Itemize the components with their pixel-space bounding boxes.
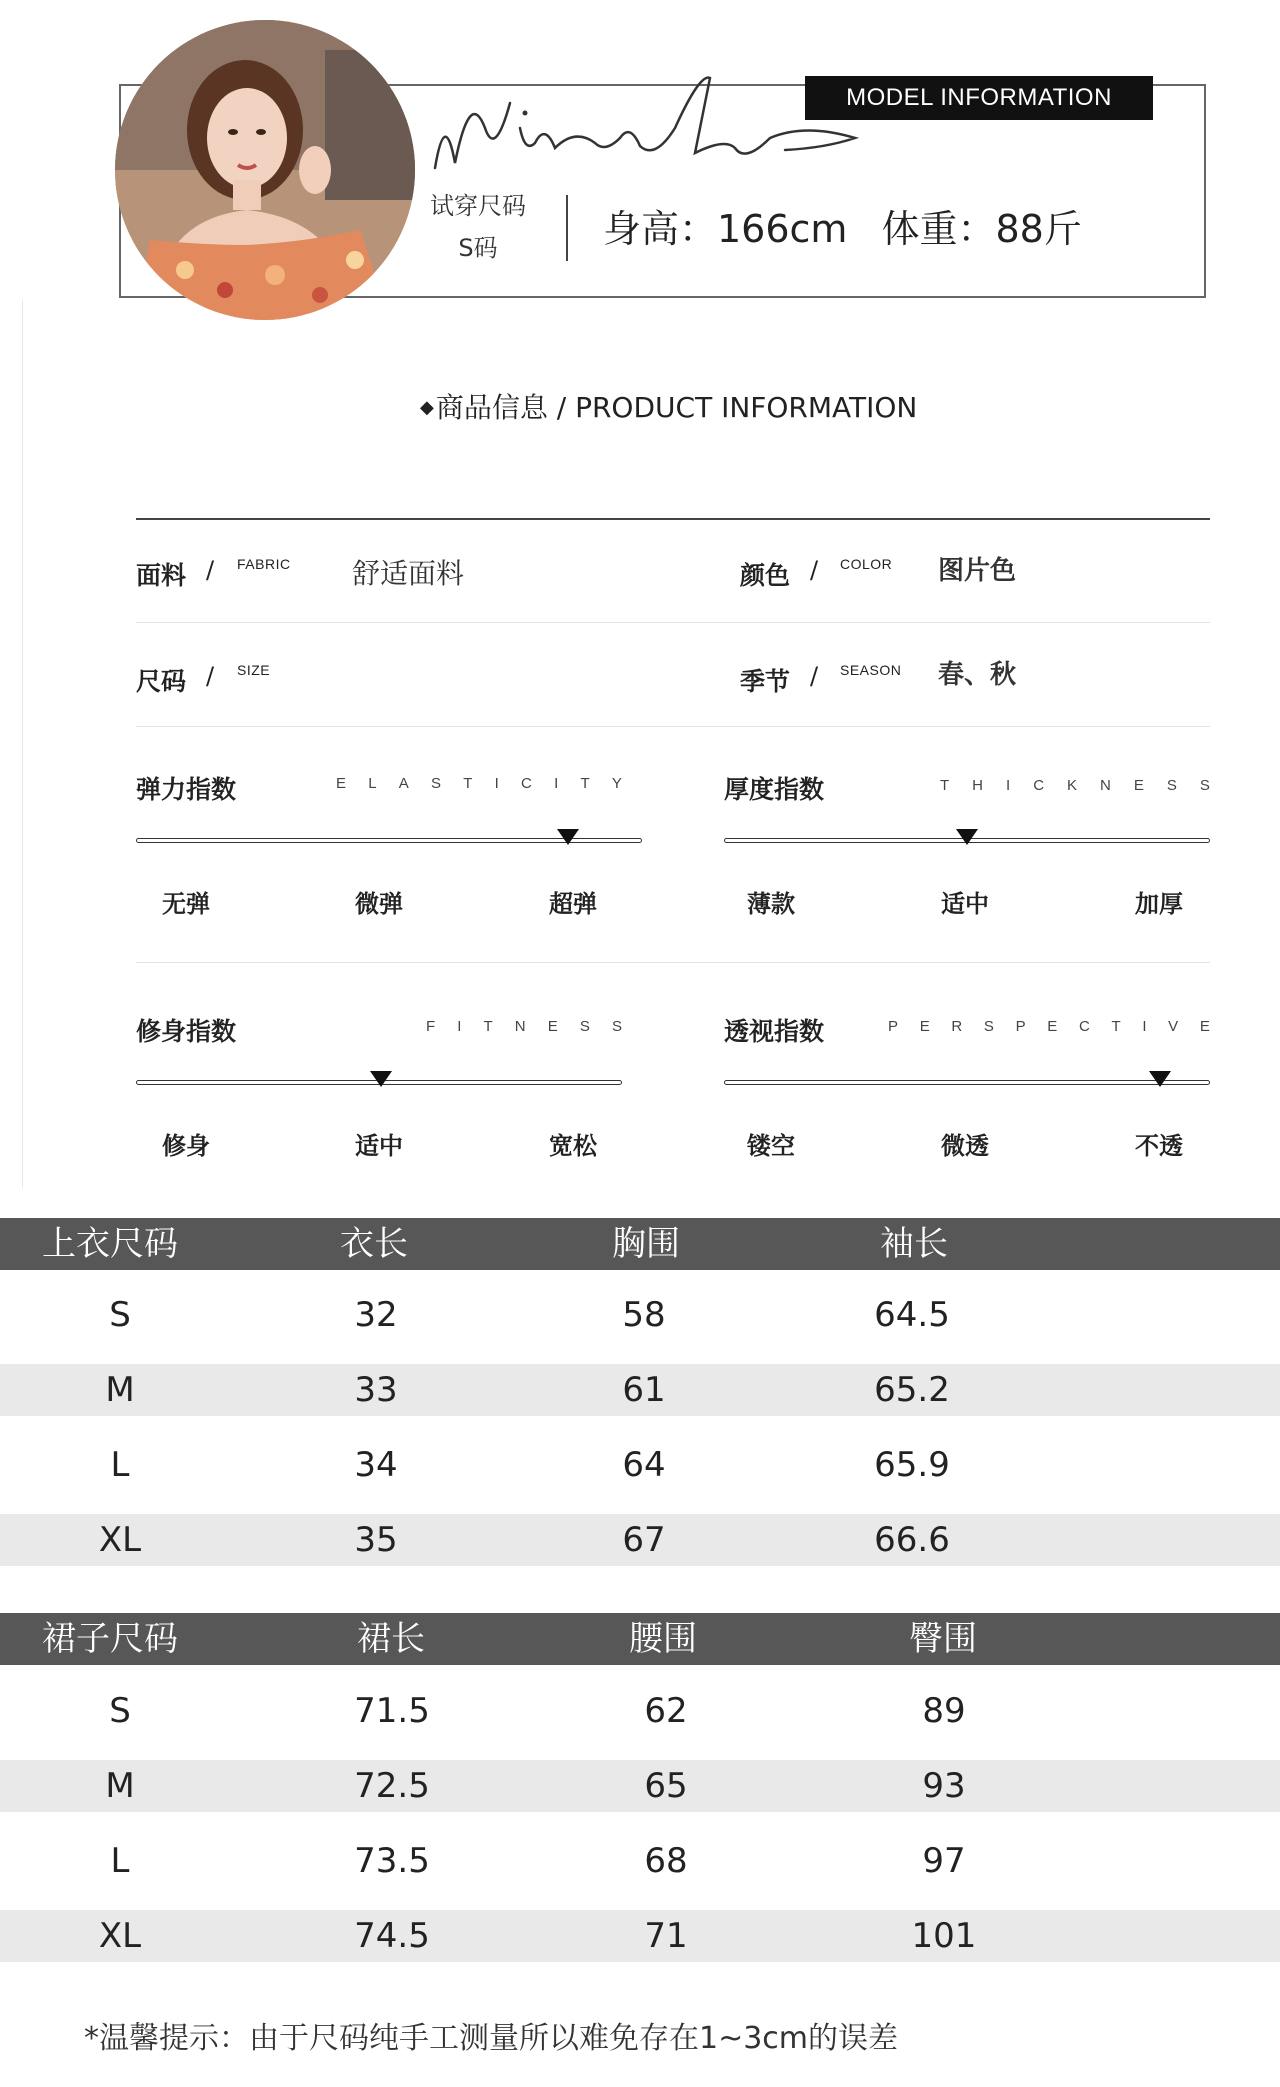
product-info-heading (420, 386, 917, 426)
model-stats (603, 198, 1116, 253)
cell-length: 73.5 (354, 1841, 430, 1881)
fitness-marker (370, 1071, 392, 1087)
index-title-elasticity: 弹力指数 (136, 775, 237, 804)
table-row (0, 1439, 1280, 1491)
product-info-top-rule (136, 518, 1210, 520)
perspective-marker (1149, 1071, 1171, 1087)
fitness-level-1: 适中 (355, 1132, 403, 1160)
field-label-size: 尺码 (136, 667, 187, 696)
cell-bust: 67 (622, 1520, 666, 1560)
index-en-thickness: T H I C K N E S S (940, 777, 1210, 794)
field-label-season: 季节 (740, 667, 791, 696)
cell-size: XL (98, 1520, 142, 1560)
index-en-elasticity: E L A S T I C I T Y (336, 775, 622, 792)
fitness-level-2: 宽松 (549, 1132, 597, 1160)
top-header-size: 上衣尺码 (42, 1224, 178, 1264)
field-en-color: COLOR (840, 556, 893, 572)
cell-sleeve: 66.6 (874, 1520, 950, 1560)
cell-sleeve: 65.9 (874, 1445, 950, 1485)
elasticity-level-1: 微弹 (355, 890, 403, 918)
cell-size: S (109, 1295, 131, 1335)
cell-length: 74.5 (354, 1916, 430, 1956)
skirt-size-table-header (0, 1613, 1280, 1665)
field-slash: / (810, 556, 819, 584)
try-size-label: 试穿尺码 (430, 192, 526, 220)
cell-length: 33 (354, 1370, 398, 1410)
thickness-level-2: 加厚 (1135, 890, 1183, 918)
cell-bust: 64 (622, 1445, 666, 1485)
thickness-level-0: 薄款 (747, 890, 795, 918)
cell-length: 35 (354, 1520, 398, 1560)
cell-size: L (110, 1841, 130, 1881)
field-slash: / (206, 662, 215, 690)
fitness-level-0: 修身 (162, 1132, 210, 1160)
try-size-value: S码 (458, 234, 498, 262)
index-en-perspective: P E R S P E C T I V E (888, 1018, 1210, 1035)
skirt-header-size: 裙子尺码 (42, 1619, 178, 1659)
elasticity-level-2: 超弹 (549, 890, 597, 918)
table-row (0, 1835, 1280, 1887)
thickness-marker (956, 829, 978, 845)
cell-hip: 89 (922, 1691, 966, 1731)
perspective-level-1: 微透 (941, 1132, 989, 1160)
index-title-fitness: 修身指数 (136, 1017, 237, 1046)
model-information-tag: MODEL INFORMATION (805, 76, 1153, 120)
field-slash: / (810, 662, 819, 690)
skirt-header-length: 裙长 (357, 1619, 425, 1659)
cell-size: L (110, 1445, 130, 1485)
table-row (0, 1910, 1280, 1962)
field-slash: / (206, 556, 215, 584)
row-divider (136, 622, 1210, 623)
cell-length: 34 (354, 1445, 398, 1485)
skirt-header-waist: 腰围 (629, 1619, 697, 1659)
field-label-fabric: 面料 (136, 561, 187, 590)
field-en-size: SIZE (237, 662, 271, 678)
top-size-table-header (0, 1218, 1280, 1270)
product-info-heading-text: 商品信息 / PRODUCT INFORMATION (435, 391, 918, 424)
table-row (0, 1514, 1280, 1566)
model-weight: 体重：88斤 (881, 207, 1082, 251)
elasticity-level-0: 无弹 (162, 890, 210, 918)
measurement-note: *温馨提示：由于尺码纯手工测量所以难免存在1~3cm的误差 (84, 2021, 899, 2056)
cell-hip: 97 (922, 1841, 966, 1881)
table-row (0, 1364, 1280, 1416)
model-height: 身高：166cm (603, 207, 848, 251)
field-value-fabric: 舒适面料 (352, 557, 465, 590)
cell-hip: 93 (922, 1766, 966, 1806)
cell-bust: 61 (622, 1370, 666, 1410)
cell-size: M (105, 1766, 135, 1806)
row-divider (136, 962, 1210, 963)
cell-length: 71.5 (354, 1691, 430, 1731)
cell-waist: 65 (644, 1766, 688, 1806)
index-title-thickness: 厚度指数 (724, 775, 825, 804)
cell-waist: 71 (644, 1916, 688, 1956)
cell-hip: 101 (911, 1916, 977, 1956)
cell-waist: 68 (644, 1841, 688, 1881)
row-divider (136, 726, 1210, 727)
thickness-level-1: 适中 (941, 890, 989, 918)
cell-sleeve: 64.5 (874, 1295, 950, 1335)
index-title-perspective: 透视指数 (724, 1017, 825, 1046)
top-header-length: 衣长 (340, 1224, 408, 1264)
field-value-season: 春、秋 (938, 660, 1017, 690)
cell-size: S (109, 1691, 131, 1731)
cell-length: 32 (354, 1295, 398, 1335)
diamond-icon: ◆ (420, 397, 434, 418)
cell-sleeve: 65.2 (874, 1370, 950, 1410)
perspective-scale-bar (724, 1080, 1210, 1085)
model-photo (115, 20, 415, 320)
cell-size: M (105, 1370, 135, 1410)
top-header-bust: 胸围 (612, 1224, 680, 1264)
table-row (0, 1760, 1280, 1812)
perspective-level-2: 不透 (1135, 1132, 1183, 1160)
cell-bust: 58 (622, 1295, 666, 1335)
table-row (0, 1685, 1280, 1737)
top-header-sleeve: 袖长 (880, 1224, 948, 1264)
field-label-color: 颜色 (740, 561, 791, 590)
elasticity-marker (557, 829, 579, 845)
cell-length: 72.5 (354, 1766, 430, 1806)
model-divider (566, 195, 568, 261)
field-en-fabric: FABRIC (237, 556, 291, 572)
field-en-season: SEASON (840, 662, 902, 678)
cell-waist: 62 (644, 1691, 688, 1731)
left-guide-line (22, 300, 23, 1188)
cell-size: XL (98, 1916, 142, 1956)
index-en-fitness: F I T N E S S (426, 1018, 622, 1035)
perspective-level-0: 镂空 (747, 1132, 795, 1160)
skirt-header-hip: 臀围 (909, 1619, 977, 1659)
field-value-color: 图片色 (938, 556, 1017, 586)
table-row (0, 1289, 1280, 1341)
